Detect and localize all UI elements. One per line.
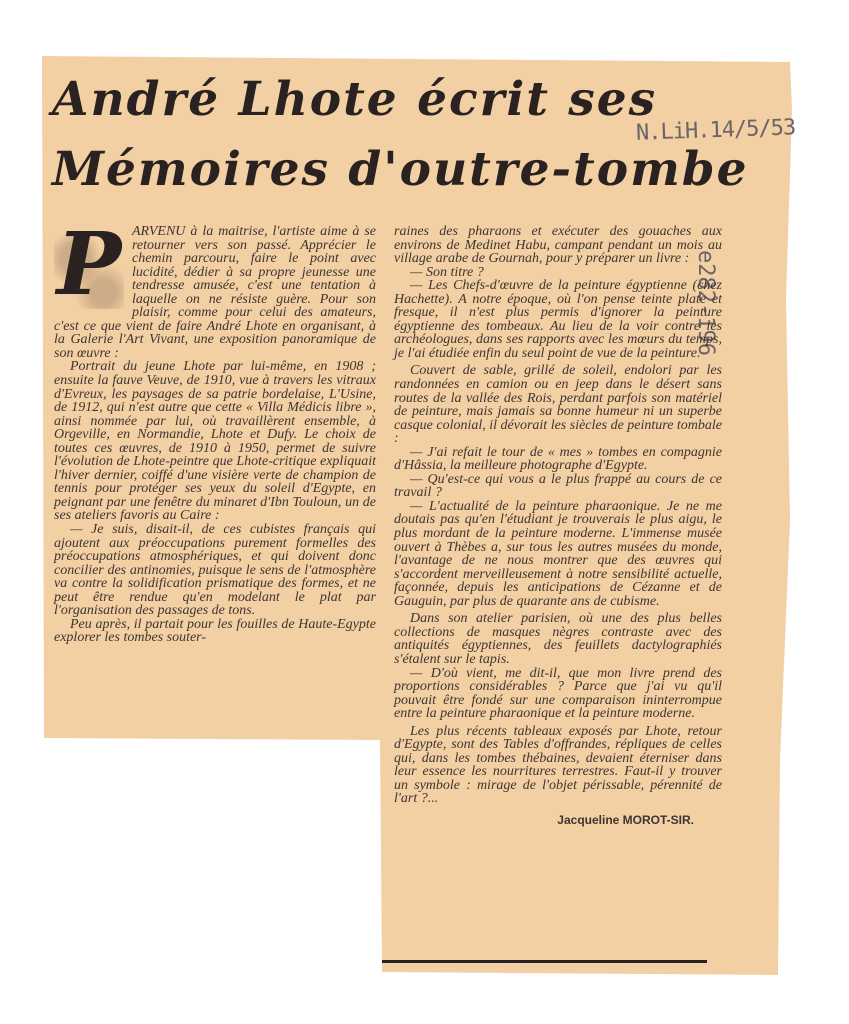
paragraph: Couvert de sable, grillé de soleil, endolori par les randonnées en camion ou en jeep dans le désert sans routes de la vallée des Rois, perdant parfois son matériel de peinture, mais jamais sa bonne humeur ni un superbe casque colonial, il dévorait les siècles de peinture tombale : xyxy=(394,363,723,447)
paragraph: Les plus récents tableaux exposés par Lhote, retour d'Egypte, sont des Tables d'offrandes, répliques de celles qui, dans les tombes thébaines, devaient éterniser dans leur essence les nourritures terrestres. Faut-il y trouver un symbole : mirage de l'objet périssable, pérennité de l'art ?... xyxy=(394,723,722,807)
paragraph: ARVENU à la maitrise, l'artiste aime à se retourner vers son passé. Apprécier le chemin parcouru, faire le point avec lucidité, dédier à sa propre jeunesse une tendresse amusée, c'est une tentation à laquelle on ne résiste guère. Pour son plaisir, comme pour celui des amateurs, c'est ce que vient de faire André Lhote en organisant, à la Galerie l'Art Vivant, une exposition panoramique de son œuvre : xyxy=(54,224,376,361)
paragraph: — D'où vient, me dit-il, que mon livre prend des proportions considérables ? Parce que j'ai vu qu'il pouvait être fondé sur une comparaison ininterrompue entre la peinture pharaonique et la peinture moderne. xyxy=(394,665,722,722)
paragraph: — Qu'est-ce qui vous a le plus frappé au cours de ce travail ? xyxy=(394,471,722,501)
paragraph: — J'ai refait le tour de « mes » tombes en compagnie d'Hâssia, la meilleure photographe d'Egypte. xyxy=(394,444,722,474)
paragraph: — Son titre ? xyxy=(410,264,484,280)
handwritten-date-note: N.LiH.14/5/53 xyxy=(635,115,796,146)
paragraph: Dans son atelier parisien, où une des plus belles collections de masques nègres contraste avec des antiquités égyptiennes, des feuillets dactylographiés s'étalent sur le tapis. xyxy=(394,611,722,667)
paragraph: — Les Chefs-d'œuvre de la peinture égyptienne (chez Hachette). A notre époque, où l'on pense teinte plate et fresque, il n'est plus permis d'ignorer la peinture égyptienne des tombeaux. Au lieu de la voir contre les archéologues, dans ses rapports avec les mœurs du temps, je l'ai étudiée enfin du seul point de vue de la peinture. xyxy=(394,278,722,361)
headline-line-1: André Lhote écrit ses xyxy=(52,72,658,127)
headline-line-2: Mémoires d'outre-tombe xyxy=(52,142,749,197)
right-column xyxy=(394,225,722,828)
left-column xyxy=(54,214,376,646)
author-signature: Jacqueline MOROT-SIR. xyxy=(557,812,694,827)
handwritten-reference-number: e282-196 xyxy=(693,250,718,356)
paragraph: raines des pharaons et exécuter des gouaches aux environs de Medinet Habu, campant pendant un mois au village arabe de Gournah, pour y préparer un livre : xyxy=(394,224,722,267)
ornamental-drop-cap: P xyxy=(54,225,124,309)
closing-rule xyxy=(382,960,707,963)
paragraph: Portrait du jeune Lhote par lui-même, en 1908 ; ensuite la fauve Veuve, de 1910, vue à travers les vitraux d'Evreux, les paysages de sa patrie bordelaise, L'Usine, de 1912, qui n'est autre que cette « Villa Médicis libre », ainsi nommée par lui, où travaillèrent ensemble, à Orgeville, en Normandie, Lhote et Dufy. Le choix de toutes ces œuvres, de 1910 à 1950, permet de suivre l'évolution de Lhote-peintre que Lhote-critique expliquait l'hiver dernier, coiffé d'une visière verte de champion de tennis pour protéger ses yeux du soleil d'Egypte, en peignant par une fenêtre du minaret d'Ibn Touloun, un de ses ateliers favoris au Caire : xyxy=(54,359,376,524)
paragraph: — Je suis, disait-il, de ces cubistes français qui ajoutent aux préoccupations purement formelles des préoccupations atmosphériques, et qui doivent donc concilier des antinomies, puisque le sens de l'atmosphère va contre la solidification prismatique des formes, et ne peut être rendue qu'en modelant le plat par l'organisation des passages de tons. xyxy=(54,522,376,619)
paragraph: — L'actualité de la peinture pharaonique. Je ne me doutais pas qu'en l'étudiant je trouverais le plus aigu, le plus mordant de la peinture moderne. L'immense musée ouvert à Thèbes a, sur tous les autres musées du monde, l'avantage de ne nous montrer que des œuvres qui s'accordent merveilleusement à notre sensibilité actuelle, façonnée, depuis les anticipations de Cézanne et de Gauguin, par plus de quarante ans de cubisme. xyxy=(394,498,722,609)
paragraph: Peu après, il partait pour les fouilles de Haute-Egypte explorer les tombes souter- xyxy=(54,616,376,646)
